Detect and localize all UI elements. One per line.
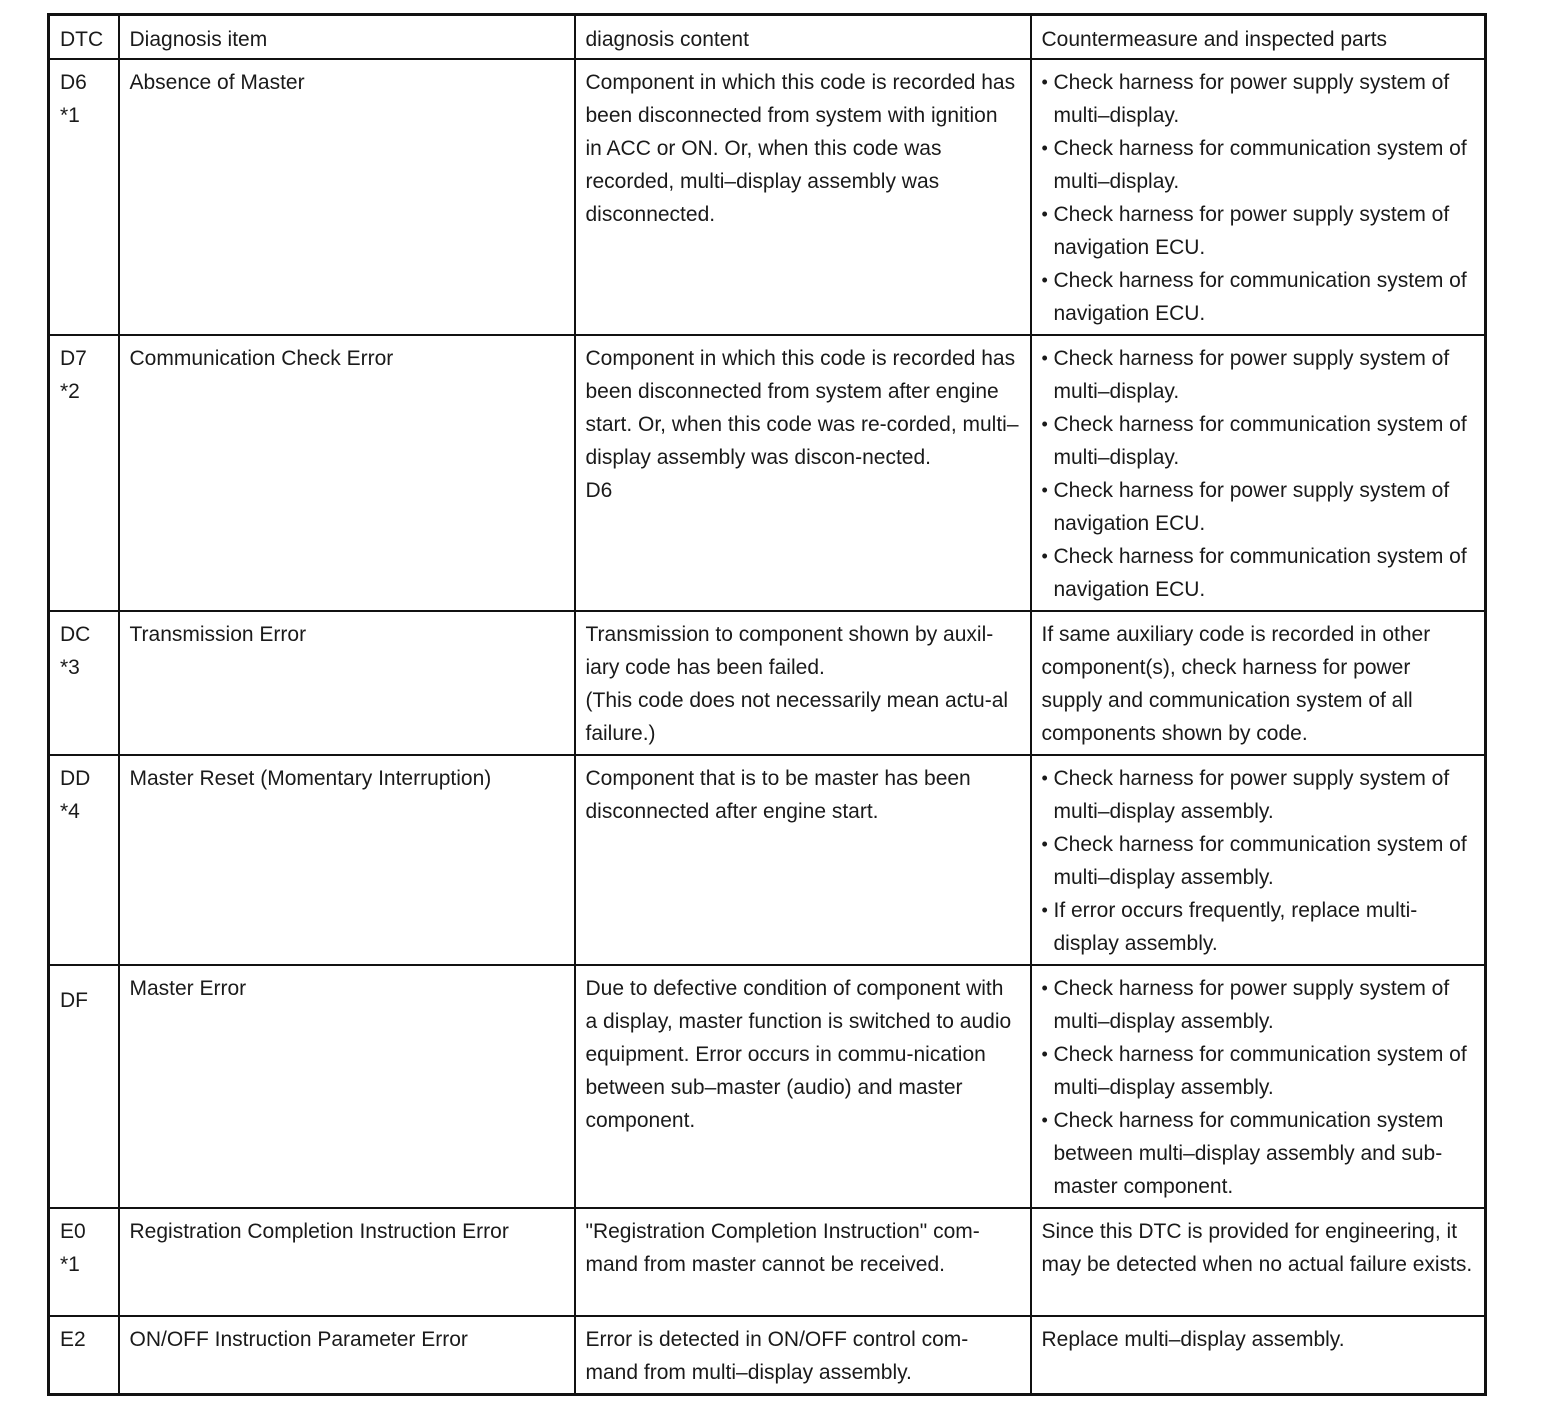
list-item	[1042, 540, 1475, 606]
countermeasure-text: Check harness for communication system of multi–display.	[1053, 137, 1467, 193]
countermeasure-text: Check harness for power supply system of navigation ECU.	[1053, 479, 1450, 535]
dtc-cell	[49, 59, 119, 335]
dtc-code: DF	[60, 989, 88, 1012]
countermeasure-text: Check harness for power supply system of multi–display.	[1053, 71, 1450, 127]
list-item	[1042, 894, 1475, 960]
list-item	[1042, 66, 1475, 132]
countermeasure-cell	[1031, 1316, 1486, 1395]
countermeasure-cell	[1031, 755, 1486, 965]
diagnosis-content-cell: Component in which this code is recorded has been disconnected from system with ignition in ACC or ON. Or, when this code was recorded, multi–display assembly was disconnected.	[575, 59, 1031, 335]
dtc-table	[47, 13, 1487, 1396]
countermeasure-cell	[1031, 611, 1486, 755]
countermeasure-text: Since this DTC is provided for engineering, it may be detected when no actual failure exists.	[1041, 1220, 1473, 1276]
dtc-footnote: *3	[60, 656, 80, 679]
countermeasure-cell	[1031, 59, 1486, 335]
list-item	[1042, 762, 1475, 828]
table-row	[49, 1208, 1486, 1316]
countermeasure-cell	[1031, 965, 1486, 1208]
bullet-icon: •	[1041, 270, 1048, 290]
dtc-code: D6	[60, 71, 87, 94]
diagnosis-item-cell: Master Error	[119, 965, 575, 1208]
header-diagnosis-content: diagnosis content	[575, 15, 1031, 60]
table-row	[49, 755, 1486, 965]
diagnosis-item-cell: Transmission Error	[119, 611, 575, 755]
bullet-icon: •	[1041, 348, 1048, 368]
dtc-cell	[49, 611, 119, 755]
countermeasure-text: If error occurs frequently, replace multi-display assembly.	[1053, 899, 1418, 955]
dtc-footnote: *2	[60, 380, 80, 403]
list-item	[1042, 264, 1475, 330]
list-item	[1042, 972, 1475, 1038]
bullet-icon: •	[1041, 546, 1048, 566]
dtc-code: DD	[60, 767, 91, 790]
countermeasure-list	[1042, 66, 1475, 330]
countermeasure-list	[1042, 972, 1475, 1203]
bullet-icon: •	[1041, 900, 1048, 920]
dtc-cell	[49, 755, 119, 965]
countermeasure-list	[1042, 762, 1475, 960]
list-item	[1042, 474, 1475, 540]
dtc-footnote: *1	[60, 1253, 80, 1276]
dtc-code: D7	[60, 347, 87, 370]
countermeasure-text: Check harness for communication system of multi–display assembly.	[1053, 833, 1467, 889]
countermeasure-cell	[1031, 335, 1486, 611]
diagnosis-content-cell: Component in which this code is recorded has been disconnected from system after engine start. Or, when this code was re-corded, multi–display assembly was discon-nected. D6	[575, 335, 1031, 611]
bullet-icon: •	[1041, 72, 1048, 92]
dtc-code: E2	[60, 1328, 86, 1351]
list-item	[1042, 342, 1475, 408]
bullet-icon: •	[1041, 768, 1048, 788]
diagnosis-item-cell: ON/OFF Instruction Parameter Error	[119, 1316, 575, 1395]
countermeasure-text: Check harness for communication system of navigation ECU.	[1053, 269, 1467, 325]
list-item	[1042, 198, 1475, 264]
bullet-icon: •	[1041, 414, 1048, 434]
diagnosis-item-cell: Communication Check Error	[119, 335, 575, 611]
countermeasure-cell	[1031, 1208, 1486, 1316]
diagnosis-item-cell: Master Reset (Momentary Interruption)	[119, 755, 575, 965]
bullet-icon: •	[1041, 204, 1048, 224]
dtc-code: DC	[60, 623, 91, 646]
list-item	[1042, 132, 1475, 198]
table-row	[49, 965, 1486, 1208]
diagnosis-content-cell: Transmission to component shown by auxil-iary code has been failed. (This code does not necessarily mean actu-al failure.)	[575, 611, 1031, 755]
list-item	[1042, 828, 1475, 894]
bullet-icon: •	[1041, 480, 1048, 500]
diagnosis-content-cell: "Registration Completion Instruction" com-mand from master cannot be received.	[575, 1208, 1031, 1316]
diagnosis-content-cell: Error is detected in ON/OFF control com-mand from multi–display assembly.	[575, 1316, 1031, 1395]
table-row	[49, 59, 1486, 335]
countermeasure-text: Replace multi–display assembly.	[1041, 1328, 1345, 1351]
dtc-footnote: *4	[60, 800, 80, 823]
countermeasure-text: Check harness for power supply system of multi–display assembly.	[1053, 977, 1450, 1033]
countermeasure-text: Check harness for power supply system of navigation ECU.	[1053, 203, 1450, 259]
countermeasure-text: If same auxiliary code is recorded in other component(s), check harness for power supply and communication system of all components shown by code.	[1041, 623, 1431, 745]
bullet-icon: •	[1041, 834, 1048, 854]
diagnosis-item-cell: Registration Completion Instruction Error	[119, 1208, 575, 1316]
list-item	[1042, 1038, 1475, 1104]
table-row	[49, 1316, 1486, 1395]
dtc-cell	[49, 1316, 119, 1395]
list-item	[1042, 1104, 1475, 1203]
countermeasure-list	[1042, 342, 1475, 606]
list-item	[1042, 408, 1475, 474]
countermeasure-text: Check harness for communication system of multi–display.	[1053, 413, 1467, 469]
bullet-icon: •	[1041, 1110, 1048, 1130]
dtc-footnote: *1	[60, 104, 80, 127]
countermeasure-text: Check harness for communication system of multi–display assembly.	[1053, 1043, 1467, 1099]
dtc-cell	[49, 335, 119, 611]
table-row	[49, 611, 1486, 755]
bullet-icon: •	[1041, 978, 1048, 998]
dtc-cell	[49, 1208, 119, 1316]
header-countermeasure: Countermeasure and inspected parts	[1031, 15, 1486, 60]
header-dtc: DTC	[49, 15, 119, 60]
countermeasure-text: Check harness for communication system between multi–display assembly and sub-master component.	[1053, 1109, 1444, 1198]
dtc-cell	[49, 965, 119, 1208]
bullet-icon: •	[1041, 1044, 1048, 1064]
countermeasure-text: Check harness for power supply system of multi–display assembly.	[1053, 767, 1450, 823]
table-row	[49, 335, 1486, 611]
dtc-code: E0	[60, 1220, 86, 1243]
countermeasure-text: Check harness for power supply system of multi–display.	[1053, 347, 1450, 403]
bullet-icon: •	[1041, 138, 1048, 158]
header-diagnosis-item: Diagnosis item	[119, 15, 575, 60]
diagnosis-item-cell: Absence of Master	[119, 59, 575, 335]
diagnosis-content-cell: Component that is to be master has been disconnected after engine start.	[575, 755, 1031, 965]
countermeasure-text: Check harness for communication system of navigation ECU.	[1053, 545, 1467, 601]
header-row	[49, 15, 1486, 60]
diagnosis-content-cell: Due to defective condition of component with a display, master function is switched to audio equipment. Error occurs in commu-nication between sub–master (audio) and master component.	[575, 965, 1031, 1208]
